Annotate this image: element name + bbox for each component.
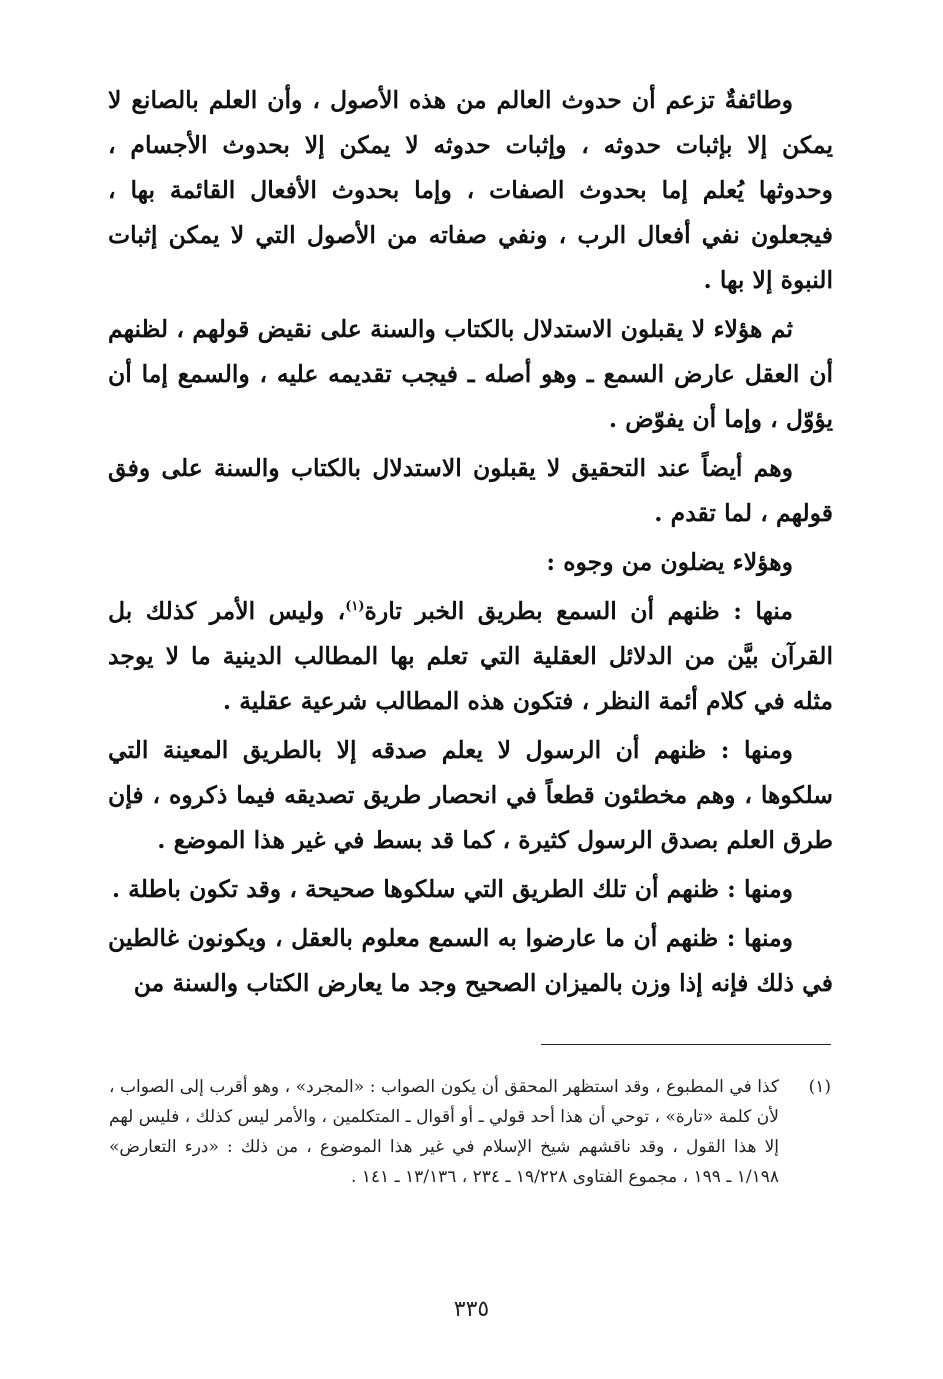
page-number: ٣٣٥ <box>453 1297 490 1322</box>
main-text <box>108 78 833 1010</box>
paragraph-5-start: منها : ظنهم أن السمع بطريق الخبر تارة <box>364 597 793 625</box>
paragraph-7: ومنها : ظنهم أن تلك الطريق التي سلكوها صحيحة ، وقد تكون باطلة . <box>111 875 793 903</box>
footnote-text: كذا في المطبوع ، وقد استظهر المحقق أن يكون الصواب : «المجرد» ، وهو أقرب إلى الصواب ، لأن كلمة «تارة» ، توحي أن هذا أحد قولي ـ أو أقوال ـ المتكلمين ، والأمر ليس كذلك ، فليس لهم إلا هذا القول ، وقد ناقشهم شيخ الإسلام في غير هذا الموضوع ، من ذلك : «درء التعارض» ١/١٩٨ ـ ١٩٩ ، مجموع الفتاوى ١٩/٢٢٨ ـ ٢٣٤ ، ١٣/١٣٦ ـ ١٤١ . <box>109 1077 779 1187</box>
footnote <box>109 1072 831 1192</box>
paragraph-6: ومنها : ظنهم أن الرسول لا يعلم صدقه إلا بالطريق المعينة التي سلكوها ، وهم مخطئون قطعاً في انحصار طريق تصديقه فيما ذكروه ، فإن طرق العلم بصدق الرسول كثيرة ، كما قد بسط في غير هذا الموضع . <box>108 736 833 854</box>
paragraph-2: ثم هؤلاء لا يقبلون الاستدلال بالكتاب والسنة على نقيض قولهم ، لظنهم أن العقل عارض السمع ـ وهو أصله ـ فيجب تقديمه عليه ، والسمع إما أن يؤوّل ، وإما أن يفوّض . <box>108 315 833 433</box>
paragraph-3: وهم أيضاً عند التحقيق لا يقبلون الاستدلال بالكتاب والسنة على وفق قولهم ، لما تقدم . <box>108 454 833 527</box>
footnote-marker[interactable]: (١) <box>345 599 365 615</box>
paragraph-8: ومنها : ظنهم أن ما عارضوا به السمع معلوم بالعقل ، ويكونون غالطين في ذلك فإنه إذا وزن بالميزان الصحيح وجد ما يعارض الكتاب والسنة من <box>108 924 833 997</box>
paragraph-4: وهؤلاء يضلون من وجوه : <box>546 548 793 576</box>
paragraph-1: وطائفةٌ تزعم أن حدوث العالم من هذه الأصول ، وأن العلم بالصانع لا يمكن إلا بإثبات حدوثه ، وإثبات حدوثه لا يمكن إلا بحدوث الأجسام ، وحدوثها يُعلم إما بحدوث الصفات ، وإما بحدوث الأفعال القائمة بها ، فيجعلون نفي أفعال الرب ، ونفي صفاته من الأصول التي لا يمكن إثبات النبوة إلا بها . <box>108 86 833 294</box>
paragraph-5-end: ، وليس الأمر كذلك بل القرآن بيَّن من الدلائل العقلية التي تعلم بها المطالب الدينية ما لا يوجد مثله في كلام أئمة النظر ، فتكون هذه المطالب شرعية عقلية . <box>108 597 833 715</box>
footnote-number: (١) <box>808 1077 831 1097</box>
paragraph-5 <box>108 589 833 724</box>
footnote-divider <box>541 1044 831 1045</box>
